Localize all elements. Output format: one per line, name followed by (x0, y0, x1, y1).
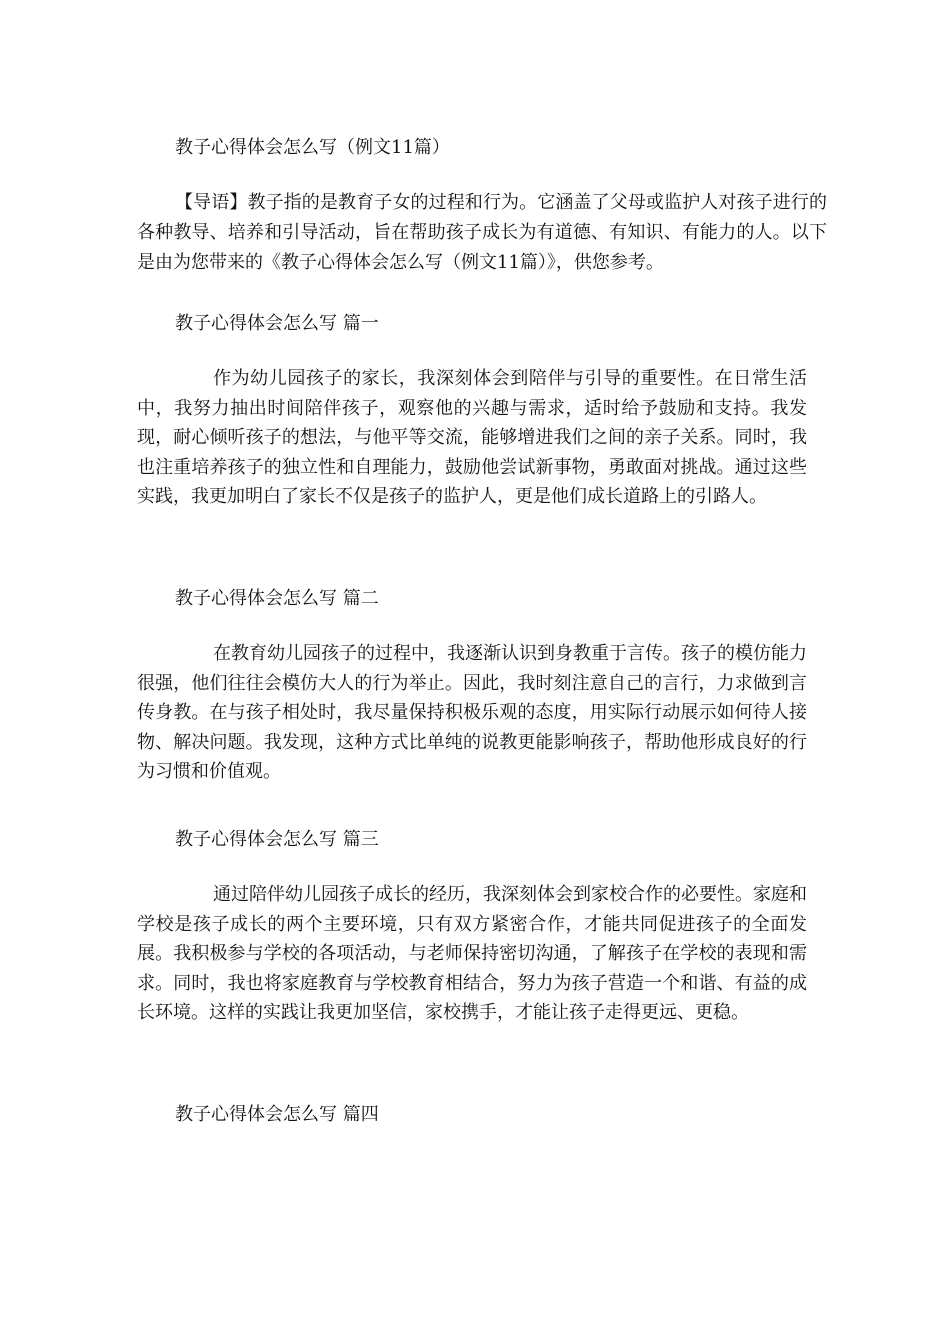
section-heading-3: 教子心得体会怎么写 篇三 (175, 829, 379, 850)
section-body-2: 在教育幼儿园孩子的过程中，我逐渐认识到身教重于言传。孩子的模仿能力很强，他们往往会模仿大人的行为举止。因此，我时刻注意自己的言行，力求做到言传身教。在与孩子相处时，我尽量保持积极乐观的态度，用实际行动展示如何待人接物、解决问题。我发现，这种方式比单纯的说教更能影响孩子，帮助他形成良好的行为习惯和价值观。 (137, 643, 807, 783)
section-heading-2: 教子心得体会怎么写 篇二 (175, 588, 379, 609)
document-title: 教子心得体会怎么写（例文11篇） (175, 137, 450, 158)
intro-paragraph: 【导语】教子指的是教育子女的过程和行为。它涵盖了父母或监护人对孩子进行的各种教导、培养和引导活动，旨在帮助孩子成长为有道德、有知识、有能力的人。以下是由为您带来的《教子心得体会怎么写（例文11篇）》，供您参考。 (137, 192, 827, 273)
section-body-1: 作为幼儿园孩子的家长，我深刻体会到陪伴与引导的重要性。在日常生活中，我努力抽出时间陪伴孩子，观察他的兴趣与需求，适时给予鼓励和支持。我发现，耐心倾听孩子的想法，与他平等交流，能够增进我们之间的亲子关系。同时，我也注重培养孩子的独立性和自理能力，鼓励他尝试新事物，勇敢面对挑战。通过这些实践，我更加明白了家长不仅是孩子的监护人，更是他们成长道路上的引路人。 (137, 368, 807, 508)
section-body-3: 通过陪伴幼儿园孩子成长的经历，我深刻体会到家校合作的必要性。家庭和学校是孩子成长的两个主要环境，只有双方紧密合作，才能共同促进孩子的全面发展。我积极参与学校的各项活动，与老师保持密切沟通，了解孩子在学校的表现和需求。同时，我也将家庭教育与学校教育相结合，努力为孩子营造一个和谐、有益的成长环境。这样的实践让我更加坚信，家校携手，才能让孩子走得更远、更稳。 (137, 884, 807, 1024)
section-heading-1: 教子心得体会怎么写 篇一 (175, 313, 379, 334)
section-heading-4: 教子心得体会怎么写 篇四 (175, 1104, 379, 1125)
